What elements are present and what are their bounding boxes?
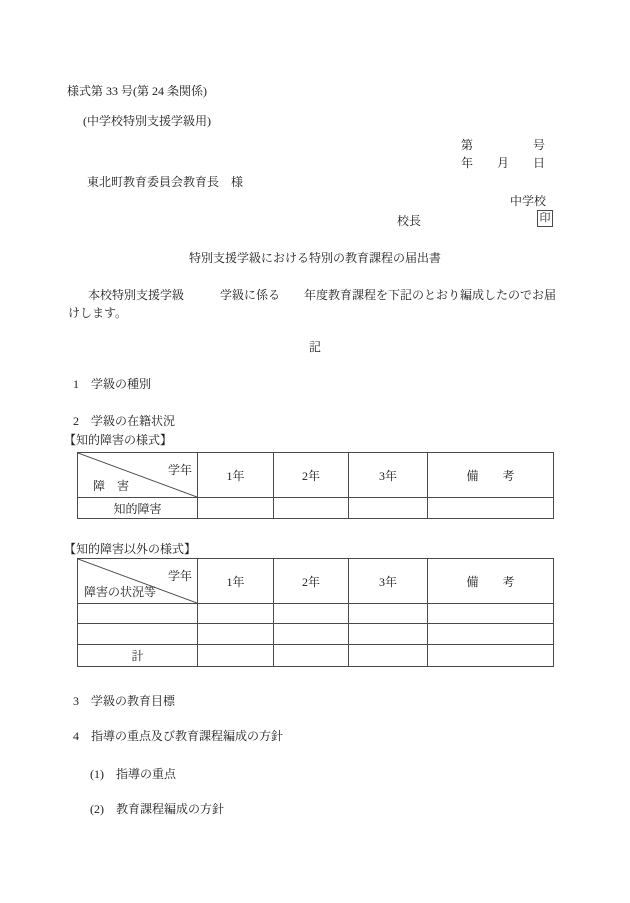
table-row	[78, 624, 554, 645]
data-cell	[349, 498, 428, 519]
col-header-remarks: 備 考	[428, 453, 554, 498]
data-cell	[274, 604, 349, 624]
data-cell	[198, 604, 274, 624]
corner-grade-label: 学年	[167, 463, 192, 477]
row-label-intellectual: 知的障害	[78, 498, 198, 519]
addressee-line: 東北町教育委員会教育長 様	[87, 175, 244, 189]
table-row	[78, 604, 554, 624]
data-cell	[274, 624, 349, 645]
table-row	[78, 645, 554, 667]
table-intellectual-caption: 【知的障害の様式】	[64, 433, 173, 447]
section-4-2-heading: (2) 教育課程編成の方針	[90, 802, 224, 816]
section-1-heading: 1 学級の種別	[73, 377, 152, 391]
body-paragraph-line2: けします。	[68, 306, 128, 320]
principal-label: 校長	[397, 214, 422, 228]
doc-number-suffix: 号	[532, 138, 545, 152]
data-cell	[274, 498, 349, 519]
seal-label: 印	[539, 212, 551, 224]
diagonal-corner-cell	[78, 559, 198, 604]
date-month-label: 月	[496, 156, 509, 170]
data-cell	[428, 645, 554, 667]
row-label-total: 計	[78, 645, 198, 667]
data-cell	[198, 645, 274, 667]
col-header-remarks: 備 考	[428, 559, 554, 604]
non-intellectual-disability-table	[77, 558, 554, 667]
corner-condition-label: 障害の状況等	[84, 585, 157, 599]
table-row	[78, 498, 554, 519]
document-title: 特別支援学級における特別の教育課程の届出書	[188, 251, 441, 265]
doc-number-line	[461, 138, 545, 152]
intellectual-disability-table	[77, 452, 554, 519]
col-header-grade1: 1年	[198, 453, 274, 498]
col-header-grade3: 3年	[349, 559, 428, 604]
corner-disability-label: 障 害	[93, 479, 130, 493]
section-2-heading: 2 学級の在籍状況	[73, 414, 176, 428]
col-header-grade2: 2年	[274, 453, 349, 498]
data-cell	[428, 604, 554, 624]
data-cell	[274, 645, 349, 667]
body-paragraph-line1: 本校特別支援学級 学級に係る 年度教育課程を下記のとおり編成したのでお届	[88, 288, 557, 302]
form-target-note: (中学校特別支援学級用)	[83, 114, 211, 128]
form-number: 様式第 33 号(第 24 条関係)	[67, 84, 207, 98]
col-header-grade3: 3年	[349, 453, 428, 498]
col-header-grade1: 1年	[198, 559, 274, 604]
data-cell	[349, 604, 428, 624]
data-cell	[198, 624, 274, 645]
data-cell	[198, 498, 274, 519]
seal-stamp-box	[537, 210, 553, 227]
data-cell	[349, 645, 428, 667]
table-header-row	[78, 559, 554, 604]
table-non-intellectual-caption: 【知的障害以外の様式】	[64, 542, 197, 556]
table-header-row	[78, 453, 554, 498]
col-header-grade2: 2年	[274, 559, 349, 604]
row-label-empty	[78, 624, 198, 645]
data-cell	[428, 624, 554, 645]
section-4-1-heading: (1) 指導の重点	[90, 767, 176, 781]
record-marker: 記	[308, 340, 321, 354]
diagonal-corner-cell	[78, 453, 198, 498]
row-label-empty	[78, 604, 198, 624]
section-3-heading: 3 学級の教育目標	[73, 694, 176, 708]
corner-grade-label: 学年	[167, 569, 192, 583]
date-year-label: 年	[461, 156, 474, 170]
doc-number-prefix: 第	[461, 138, 474, 152]
date-day-label: 日	[532, 156, 545, 170]
date-line	[461, 156, 545, 170]
section-4-heading: 4 指導の重点及び教育課程編成の方針	[73, 729, 284, 743]
data-cell	[349, 624, 428, 645]
data-cell	[428, 498, 554, 519]
school-name-suffix: 中学校	[510, 194, 547, 208]
